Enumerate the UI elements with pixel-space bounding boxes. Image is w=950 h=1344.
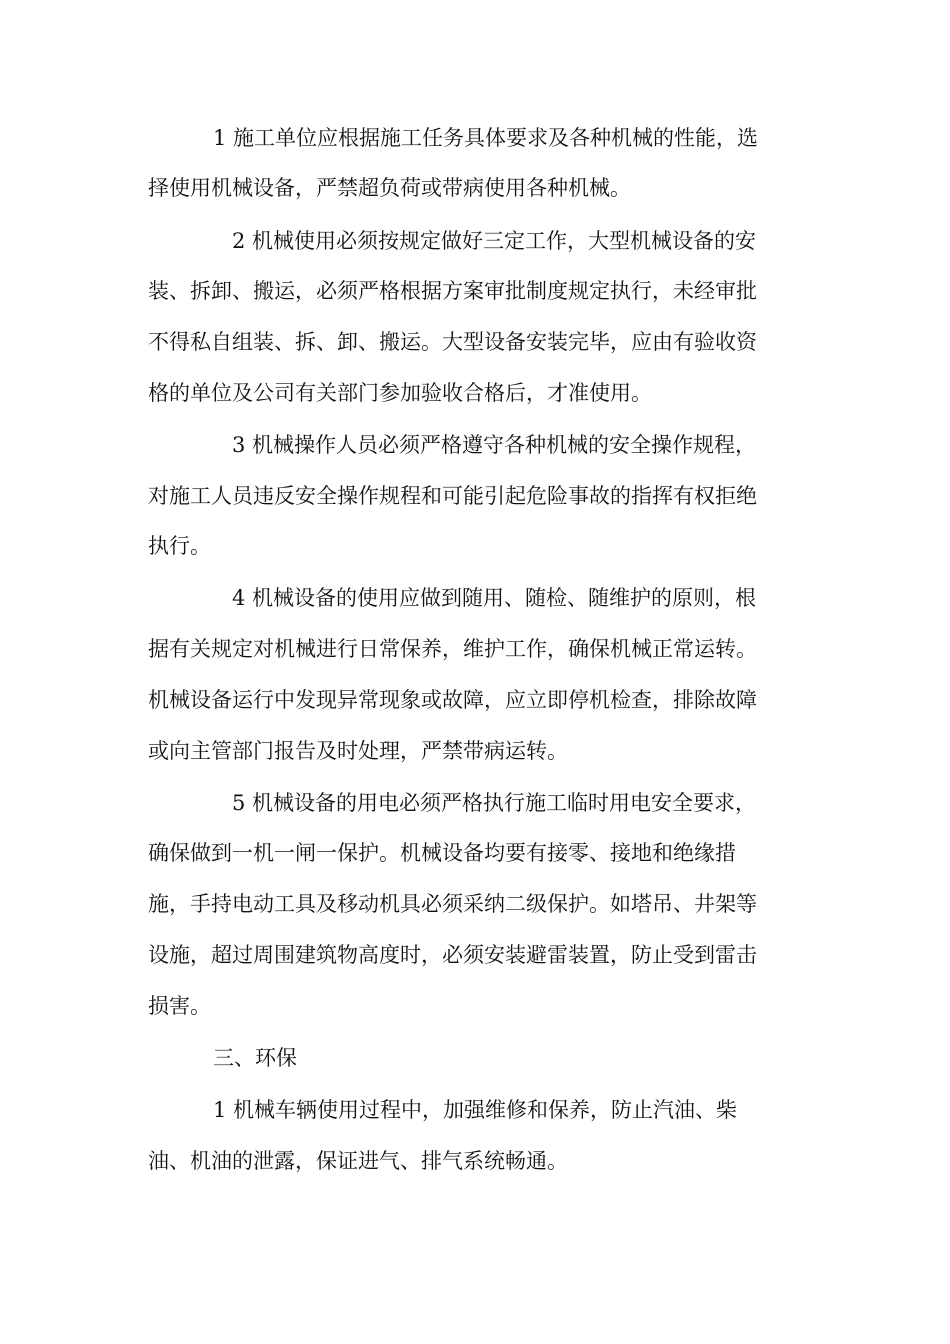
paragraph-3-line-1: 3 机械操作人员必须严格遵守各种机械的安全操作规程， — [232, 433, 757, 457]
paragraph-6-line-1: 1 机械车辆使用过程中，加强维修和保养，防止汽油、柴 — [213, 1098, 738, 1122]
paragraph-5-line-4: 设施，超过周围建筑物高度时，必须安装避雷装置，防止受到雷击 — [148, 943, 757, 967]
paragraph-4-line-2: 据有关规定对机械进行日常保养，维护工作，确保机械正常运转。 — [148, 637, 757, 661]
paragraph-5-line-5: 损害。 — [148, 994, 211, 1018]
paragraph-5-line-2: 确保做到一机一闸一保护。机械设备均要有接零、接地和绝缘措 — [148, 841, 736, 865]
paragraph-2-line-3: 不得私自组装、拆、卸、搬运。大型设备安装完毕，应由有验收资 — [148, 330, 757, 354]
paragraph-4-line-4: 或向主管部门报告及时处理，严禁带病运转。 — [148, 739, 568, 763]
paragraph-4-line-1: 4 机械设备的使用应做到随用、随检、随维护的原则，根 — [232, 586, 757, 610]
paragraph-3-line-3: 执行。 — [148, 534, 211, 558]
paragraph-2-line-2: 装、拆卸、搬运，必须严格根据方案审批制度规定执行，未经审批 — [148, 279, 757, 303]
paragraph-5-line-3: 施，手持电动工具及移动机具必须采纳二级保护。如塔吊、井架等 — [148, 892, 757, 916]
paragraph-2-line-4: 格的单位及公司有关部门参加验收合格后，才准使用。 — [148, 381, 652, 405]
paragraph-4-line-3: 机械设备运行中发现异常现象或故障，应立即停机检查，排除故障 — [148, 688, 757, 712]
paragraph-2-line-1: 2 机械使用必须按规定做好三定工作，大型机械设备的安 — [232, 229, 757, 253]
paragraph-1-line-2: 择使用机械设备，严禁超负荷或带病使用各种机械。 — [148, 176, 631, 200]
paragraph-5-line-1: 5 机械设备的用电必须严格执行施工临时用电安全要求， — [232, 791, 757, 815]
section-heading-environmental: 三、环保 — [213, 1046, 297, 1070]
paragraph-3-line-2: 对施工人员违反安全操作规程和可能引起危险事故的指挥有权拒绝 — [148, 484, 757, 508]
paragraph-1-line-1: 1 施工单位应根据施工任务具体要求及各种机械的性能，选 — [213, 126, 759, 150]
paragraph-6-line-2: 油、机油的泄露，保证进气、排气系统畅通。 — [148, 1149, 568, 1173]
